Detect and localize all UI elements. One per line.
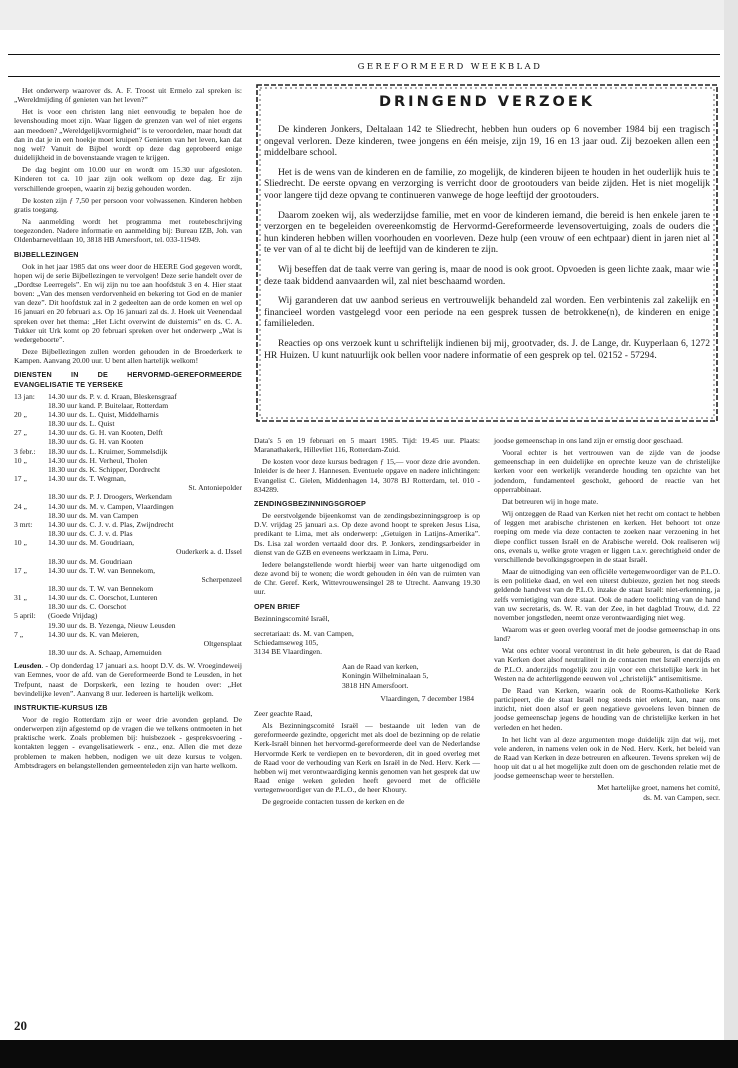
intro-paragraph: Na aanmelding wordt het programma met routebeschrijving toegezonden. Nadere informatie en aanmelding bij: Bureau IZB, Joh. van Oldenbarneveltlaan 10, 3818 HB Amersfoort, tel. 033-11949. xyxy=(14,217,242,245)
schedule-date xyxy=(14,575,48,584)
letter-signature: ds. M. van Campen, secr. xyxy=(643,792,720,802)
schedule-row xyxy=(14,502,242,511)
schedule-row xyxy=(14,639,242,648)
schedule-entry: 14.30 uur ds. C. J. v. d. Plas, Zwijndrecht xyxy=(48,519,174,529)
letter-paragraph: joodse gemeenschap in ons land zijn er ernstig door geschaad. xyxy=(494,436,683,445)
schedule-date xyxy=(14,648,48,657)
schedule-date xyxy=(14,483,48,492)
dringend-verzoek-box xyxy=(254,82,720,424)
schedule-date xyxy=(14,419,48,428)
schedule-row xyxy=(14,547,242,556)
bijbellezingen-paragraph: Ook in het jaar 1985 dat ons weer door de HEERE God gegeven wordt, hopen wij de serie Bijbellezingen te vervolgen! Deze serie handelt over de „Dordtse Leerregels”. En wij zijn nu toe aan hoofdstuk 3 en 4. Hier staat boven: „Van des mensen verdorvenheid en bekering tot God en de manier van deze”. Dit hoofdstuk zal in 2 gedeelten aan de orde komen en wel op 16 januari en 20 februari a.s. Op 16 januari zal ds. J. Hoek uit Veenendaal spreken over het thema: „Het Licht overwint de duisternis” en ds. C. A. Tukker uit Urk komt op 20 februari spreken over het onderwerp „Wat is wedergeboorte”. xyxy=(14,261,242,344)
schedule-row xyxy=(14,621,242,630)
schedule-entry: 18.30 uur ds. G. H. van Kooten xyxy=(48,437,144,447)
schedule-entry: 18.30 uur ds. L. Quist xyxy=(48,419,115,429)
address-line: 3134 BE Vlaardingen. xyxy=(254,647,322,657)
middle-column xyxy=(254,436,480,809)
schedule-entry: 14.30 uur ds. H. Verheul, Tholen xyxy=(48,455,148,465)
scan-edge-bottom xyxy=(0,1040,738,1068)
committee-name: Bezinningscomité Israël, xyxy=(254,613,330,623)
schedule-row xyxy=(14,584,242,593)
notice-paragraph: Daarom zoeken wij, als wederzijdse familie, met en voor de kinderen iemand, die bereid is hen enkele jaren te verzorgen en te begeleiden overeenkomstig de Hervormd-Gereformeerde levensovertuiging, zoals de ouders die hun kinderen hebben willen voorhouden en voorleven. Deze hulp (een vrouw of een echtpaar) dient in jaren niet al te ver van of al te dicht bij de leeftijd van de kinderen te zijn. xyxy=(264,209,710,256)
instruktie-paragraph: Voor de regio Rotterdam zijn er weer drie avonden gepland. De onderwerpen zijn afgestemd op de vragen die we telkens ontmoeten in het praktische werk. Zoals problemen bij: huisbezoek - gespreksvoering - kontakten leggen - evangelisatiewerk - enz., enz. Allen die met deze problemen te maken hebben, nodigen we uit deze kursus te volgen. Ambtsdragers en belangstellenden gemeenteleden zijn van harte welkom. xyxy=(14,715,242,770)
header-rule-top xyxy=(8,54,720,55)
letter-paragraph: Als Bezinningscomité Israël — bestaande uit leden van de gereformeerde gezindte, opgericht met als doel de bezinning op de relatie Kerk-Israël binnen het hervormd-gereformeerde deel van de Nederlandse Hervormde Kerk te verdiepen en te bevorderen, dit in goed overleg met de Raad voor de verhouding van Kerk en Israël in de Ned. Herv. Kerk — hebben wij met verontwaardiging kennis genomen van het gesprek dat uw Raad enige weken geleden heeft gevoerd met de officiële vertegenwoordiger van de P.L.O., de heer Khoury. xyxy=(254,721,480,795)
schedule-date xyxy=(14,639,48,648)
schedule-date: 3 febr.: xyxy=(14,446,36,456)
address-line: Aan de Raad van kerken, xyxy=(342,662,419,672)
schedule-entry: 19.30 uur ds. B. Yezenga, Nieuw Leusden xyxy=(48,620,176,630)
letter-paragraph: Dat betreuren wij in hoge mate. xyxy=(502,496,599,506)
page-number: 20 xyxy=(14,1018,27,1033)
schedule-date: 20 „ xyxy=(14,410,27,419)
sender-committee xyxy=(254,614,480,623)
schedule-entry: 14.30 uur ds. M. v. Campen, Vlaardingen xyxy=(48,501,174,511)
schedule-entry: 14.30 uur ds. P. v. d. Kraan, Bleskensgraaf xyxy=(48,391,177,401)
course-cost-paragraph: De kosten voor deze kursus bedragen ƒ 15,— voor deze drie avonden. Inleider is de heer J. Hannesen. Eventuele opgave en nadere inlichtingen: Evangelist C. Gielen, Middenhagen 14, 3078 BJ Rotterdam, tel. 010 - 834289. xyxy=(254,457,480,494)
schedule-row xyxy=(14,483,242,492)
schedule-date xyxy=(14,437,48,446)
schedule-date xyxy=(14,511,48,520)
schedule-date: 3 mrt: xyxy=(14,519,33,529)
running-title: GEREFORMEERD WEEKBLAD xyxy=(357,62,543,72)
zendingsbezinningsgroep-heading: ZENDINGSBEZINNINGSGROEP xyxy=(254,498,367,508)
schedule-row xyxy=(14,492,242,501)
schedule-date xyxy=(14,529,48,538)
schedule-entry: 18.30 uur ds. A. Schaap, Arnemuiden xyxy=(48,648,162,658)
address-line: secretariaat: ds. M. van Campen, xyxy=(254,628,354,638)
schedule-date: 10 „ xyxy=(14,538,27,548)
schedule-entry: 18.30 uur ds. C. J. v. d. Plas xyxy=(48,529,133,539)
notice-paragraph: Het is de wens van de kinderen en de familie, zo mogelijk, de kinderen bijeen te houden in het ouderlijk huis te Sliedrecht. De eerste opvang en verzorging is verricht door de grootouders van beide zijden. Het is niet mogelijk voor langere tijd deze opvang te continueren vanwege de hoge leeftijd der grootouders. xyxy=(264,166,710,201)
scan-edge-top xyxy=(0,0,738,30)
schedule-date: 13 jan: xyxy=(14,391,35,401)
schedule-entry: 18.30 uur ds. P. J. Droogers, Werkendam xyxy=(48,492,172,502)
schedule-date: 10 „ xyxy=(14,455,27,465)
bijbellezingen-heading: BIJBELLEZINGEN xyxy=(14,249,79,259)
secretariat-address xyxy=(254,629,480,656)
recipient-address xyxy=(254,662,480,689)
letter-paragraph: In het licht van al deze argumenten moge duidelijk zijn dat wij, met vele anderen, in namens velen ook in de Ned. Herv. Kerk, het beleid van de Raad van Kerken in deze betreuren en afkeuren. Tevens spreken wij de hoop uit dat u al het mogelijke zult doen om de geschonden relatie met de joodse gemeenschap weer te herstellen. xyxy=(494,734,720,781)
address-line: 3818 HN Amersfoort. xyxy=(342,680,409,690)
schedule-entry: 14.30 uur ds. K. van Meieren, xyxy=(48,629,139,639)
instruktie-heading: INSTRUKTIE-KURSUS IZB xyxy=(14,702,108,712)
open-brief-heading: OPEN BRIEF xyxy=(254,601,300,611)
schedule-row xyxy=(14,410,242,419)
schedule-row xyxy=(14,611,242,620)
schedule-row xyxy=(14,529,242,538)
letter-paragraph: De Raad van Kerken, waarin ook de Rooms-Katholieke Kerk participeert, die de staat Israël nog steeds niet erkent, kan, naar ons inzicht, niet doen alsof er geen negatieve gevoelens leven binnen de joodse gemeenschap jegens de houding van de christelijke kerken in het verleden en het heden. xyxy=(494,685,720,732)
schedule-entry: 18.30 uur ds. K. Schipper, Dordrecht xyxy=(48,464,161,474)
schedule-row xyxy=(14,566,242,575)
diensten-heading: DIENSTEN IN DE HERVORMD-GEREFORMEERDE EVANGELISATIE TE YERSEKE xyxy=(14,370,242,389)
zendings-paragraph: De eerstvolgende bijeenkomst van de zendingsbezinningsgroep is op D.V. vrijdag 25 januari a.s. Op deze avond hoopt te spreken Jesus Lisa, predikant te Lima, met als onderwerp: „Getuigen in Latijns-Amerika”. Ds. Lisa zal worden vertaald door drs. P. Jonkers, zendingsarbeider in dienst van de GZB en eveneens werkzaam in Lima, Peru. xyxy=(254,511,480,557)
schedule-row xyxy=(14,474,242,483)
schedule-row xyxy=(14,648,242,657)
notice-paragraph: Wij beseffen dat de taak verre van gering is, maar de nood is ook groot. Opvoeden is geen lichte zaak, maar wie deze taak biddend aanvaarden wil, zal niet beschaamd worden. xyxy=(264,263,710,287)
right-column xyxy=(494,436,720,802)
schedule-date xyxy=(14,557,48,566)
course-dates-paragraph: Data's 5 en 19 februari en 5 maart 1985. Tijd: 19.45 uur. Plaats: Maranathakerk, Hillevliet 116, Rotterdam-Zuid. xyxy=(254,436,480,455)
notice-paragraph: Wij garanderen dat uw aanbod serieus en vertrouwelijk behandeld zal worden. Een verbintenis zal zakelijk en financieel worden vastgelegd voor een periode na een gesprek tussen de betrokkene(n), de kinderen en enige familieleden. xyxy=(264,295,710,330)
schedule-date xyxy=(14,492,48,501)
schedule-entry: 14.30 uur ds. T. W. van Bennekom, xyxy=(48,565,156,575)
letter-paragraph: Wij ontzeggen de Raad van Kerken niet het recht om contact te hebben of leggen met arabische christenen en kerken. Het behoort tot onze roeping om mede via deze contacten te zoeken naar verzoening in het diepe conflict tussen Israël en de Arabische wereld. Ook realiseren wij ons, evenals u, welke grote vragen er liggen t.a.v. gerechtigheid onder de verschillende bevolkingsgroepen in de staat Israël. xyxy=(494,509,720,564)
letter-paragraph: Maar de uitnodiging van een officiële vertegenwoordiger van de P.L.O. is een politieke daad, en wel een uiterst dubieuze, gezien het nog steeds geldende handvest van de P.L.O. inzake de staat Israël: niet-erkenning, ja zelfs vernietiging van deze staat. Ook de nadere toelichting van de hand van uw secretaris, ds. W. R. van der Zee, in het dagblad Trouw, d.d. 22 november jongstleden, neemt onze verontwaardiging niet weg. xyxy=(494,567,720,622)
schedule-entry: 18.30 uur ds. L. Kruimer, Sommelsdijk xyxy=(48,446,168,456)
schedule-row xyxy=(14,511,242,520)
notice-paragraph: De kinderen Jonkers, Deltalaan 142 te Sliedrecht, hebben hun ouders op 6 november 1984 bij een tragisch ongeval verloren. Deze kinderen, twee jongens en één meisje, zijn 19, 16 en 13 jaar oud. Zij bezoeken allen een middelbare school. xyxy=(264,124,710,159)
schedule-row xyxy=(14,419,242,428)
schedule-row xyxy=(14,630,242,639)
schedule-entry: Oltgensplaat xyxy=(203,638,242,648)
letter-paragraph: Waarom was er geen overleg vooraf met de joodse gemeenschap in ons land? xyxy=(494,624,720,644)
schedule-date: 17 „ xyxy=(14,474,27,484)
schedule-entry: 14.30 uur ds. C. Oorschot, Lunteren xyxy=(48,593,158,603)
schedule-entry: 18.30 uur ds. M. van Campen xyxy=(48,510,139,520)
schedule-entry: Ouderkerk a. d. IJssel xyxy=(175,547,242,557)
intro-paragraph: Het onderwerp waarover ds. A. F. Troost uit Ermelo zal spreken is: „Wereldmijding óf genieten van het leven?” xyxy=(14,86,242,105)
schedule-date xyxy=(14,602,48,611)
schedule-date: 31 „ xyxy=(14,593,27,603)
letter-paragraph: Vooral echter is het vertrouwen van de zijde van de joodse gemeenschap in een duidelijke en oprechte keuze van de christelijke kerken voor een werkelijk veranderde houding ten opzichte van het jodendom, fundamenteel geschokt, gehoord de reactie van het opperrabbinaat. xyxy=(494,448,720,494)
schedule-entry: 18.30 uur ds. M. Goudriaan xyxy=(48,556,133,566)
schedule-date: 17 „ xyxy=(14,565,27,575)
schedule-row xyxy=(14,447,242,456)
schedule-date xyxy=(14,401,48,410)
schedule-entry: Scherpenzeel xyxy=(201,574,242,584)
schedule-row xyxy=(14,465,242,474)
schedule-row xyxy=(14,401,242,410)
bijbellezingen-paragraph: Deze Bijbellezingen zullen worden gehouden in de Broederkerk te Kampen. Aanvang 20.00 uur. U bent allen hartelijk welkom! xyxy=(14,347,242,366)
schedule-entry: St. Antoniepolder xyxy=(188,483,242,493)
letter-paragraph: Wat ons echter vooral verontrust in dit hele gebeuren, is dat de Raad van Kerken doet alsof neutraliteit in de contacten met Israël enerzijds en de P.L.O. anderzijds mogelijk zou zijn voor een christelijke kerk in het Westen na de achterliggende eeuwen vol „christelijk” antisemitisme. xyxy=(494,646,720,683)
schedule-entry: 14.30 uur ds. G. H. van Kooten, Delft xyxy=(48,428,163,438)
header-rule-bottom xyxy=(8,76,720,77)
schedule-row xyxy=(14,428,242,437)
schedule-entry: 18.30 uur ds. C. Oorschot xyxy=(48,602,127,612)
notice-paragraph: Reacties op ons verzoek kunt u schriftelijk indienen bij mij, grootvader, ds. J. de Lange, dr. Kuyperlaan 6, 1272 HR Huizen. U kunt natuurlijk ook bellen voor nadere informatie of een gesprek op tel. 02152 - 57294. xyxy=(264,337,710,361)
schedule-entry: (Goede Vrijdag) xyxy=(48,611,98,621)
schedule-row xyxy=(14,392,242,401)
zendings-paragraph: Iedere belangstellende wordt hierbij weer van harte uitgenodigd om deze avond bij te wonen; die wordt gehouden in één van de ruimten van de Chr. Geref. Kerk, Wittevrouwensingel 28 te Utrecht. Aanvang 19.30 uur. xyxy=(254,559,480,597)
address-line: Schiedamseweg 105, xyxy=(254,637,319,647)
schedule-date: 27 „ xyxy=(14,428,27,438)
intro-paragraph: De kosten zijn ƒ 7,50 per persoon voor volwassenen. Kinderen hebben gratis toegang. xyxy=(14,195,242,214)
schedule-row xyxy=(14,437,242,446)
scan-edge-right xyxy=(724,0,738,1068)
schedule-date: 7 „ xyxy=(14,629,24,639)
schedule-entry: 14.30 uur ds. L. Quist, Middelharnis xyxy=(48,410,159,419)
schedule-date xyxy=(14,547,48,556)
schedule-date xyxy=(14,465,48,474)
left-column xyxy=(14,86,242,773)
letter-paragraph: De gegroeide contacten tussen de kerken en de xyxy=(262,797,405,807)
leusden-paragraph xyxy=(14,661,242,698)
address-line: Koningin Wilhelminalaan 5, xyxy=(342,671,429,681)
service-schedule xyxy=(14,392,242,658)
leusden-lead: Leusden xyxy=(14,661,42,671)
schedule-date: 24 „ xyxy=(14,501,27,511)
schedule-row xyxy=(14,593,242,602)
intro-paragraph: Het is voor een christen lang niet eenvoudig te bepalen hoe de levenshouding moet zijn. Waar liggen de grenzen van wel of niet ergens aan meedoen? „Wereldgelijkvormigheid” is te veroordelen, maar houdt dat dan in dat je in een hoekje moet kruipen? Genieten van het leven, kan dat nog wel? Vanuit de Bijbel wordt op deze dag geprobeerd enige duidelijkheid in de bovenstaande vragen te krijgen. xyxy=(14,107,242,163)
schedule-row xyxy=(14,538,242,547)
schedule-row xyxy=(14,602,242,611)
schedule-row xyxy=(14,557,242,566)
letter-closing: Met hartelijke groet, namens het comité, xyxy=(597,783,720,793)
schedule-entry: 18.30 uur ds. T. W. van Bennekom xyxy=(48,583,154,593)
schedule-entry: 14.30 uur ds. M. Goudriaan, xyxy=(48,538,135,548)
schedule-entry: 18.30 uur kand. P. Buitelaar, Rotterdam xyxy=(48,400,169,410)
letter-date: Vlaardingen, 7 december 1984 xyxy=(380,693,474,703)
intro-paragraph: De dag begint om 10.00 uur en wordt om 15.30 uur afgesloten. Kinderen tot ca. 10 jaar zijn ook welkom op deze dag. Er zijn verschillende groepen, waarin zij bezig gehouden worden. xyxy=(14,165,242,193)
notice-title: DRINGEND VERZOEK xyxy=(378,94,596,110)
leusden-body: . - Op donderdag 17 januari a.s. hoopt D.V. ds. W. Vroegindeweij van Eemnes, voor de afd. van de Gereformeerde Bond te Leusden, in het Trefpunt, naast de Dorpskerk, een lezing te houden over: „Het bevindelijke leven”. Aanvang 8 uur. Iedereen is hartelijk welkom. xyxy=(14,661,242,698)
schedule-row xyxy=(14,456,242,465)
letter-salutation: Zeer geachte Raad, xyxy=(254,708,313,718)
schedule-date xyxy=(14,621,48,630)
schedule-date xyxy=(14,584,48,593)
schedule-row xyxy=(14,575,242,584)
schedule-entry: 14.30 uur ds. T. Wegman, xyxy=(48,474,126,484)
schedule-date: 5 april: xyxy=(14,611,36,621)
schedule-row xyxy=(14,520,242,529)
